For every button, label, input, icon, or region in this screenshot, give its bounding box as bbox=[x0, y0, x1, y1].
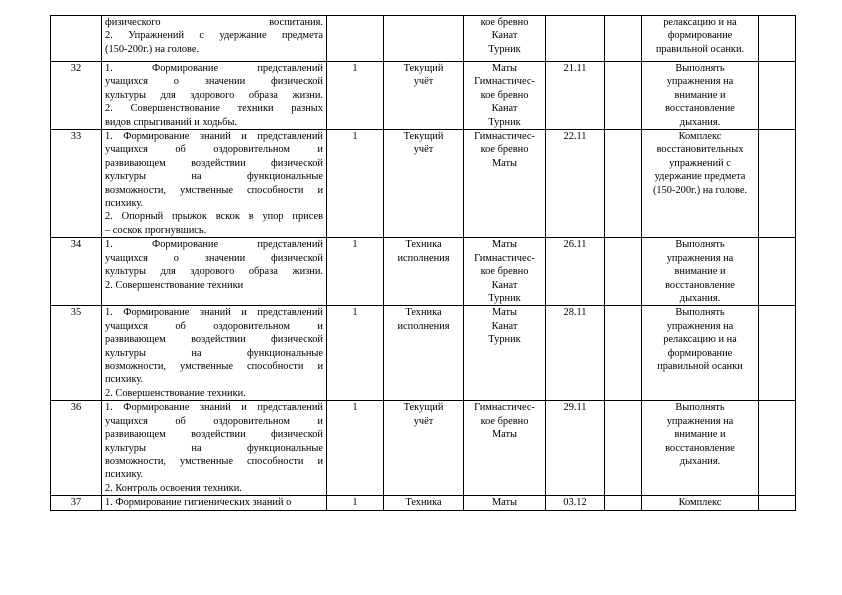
lesson-content-line: развивающем воздействии физической bbox=[105, 157, 323, 169]
equipment-cell bbox=[464, 401, 546, 496]
equipment-line: Маты bbox=[491, 239, 518, 251]
equipment-line: кое бревно bbox=[480, 17, 529, 28]
homework-cell bbox=[642, 496, 759, 510]
lesson-number-cell: 36 bbox=[51, 401, 102, 496]
lesson-row bbox=[51, 306, 796, 401]
homework-line: Выполнять bbox=[675, 402, 725, 414]
homework-line: внимание и bbox=[674, 89, 726, 101]
control-type-cell bbox=[384, 238, 464, 306]
lesson-content-cell bbox=[102, 16, 327, 62]
lesson-plan-table bbox=[50, 15, 796, 511]
planned-date-cell: 29.11 bbox=[546, 401, 605, 496]
equipment-line: Маты bbox=[491, 157, 518, 169]
lesson-content-line: физического воспитания. bbox=[105, 17, 323, 28]
homework-line: упражнений с bbox=[669, 157, 731, 169]
homework-line: правильной осанки. bbox=[655, 43, 745, 55]
lesson-row bbox=[51, 238, 796, 306]
control-type-cell bbox=[384, 62, 464, 130]
hours-cell: 1 bbox=[327, 238, 384, 306]
homework-line: (150-200г.) на голове. bbox=[652, 184, 748, 196]
homework-line: дыхания. bbox=[679, 292, 721, 304]
lesson-plan-page bbox=[50, 15, 795, 511]
equipment-line: Турник bbox=[488, 116, 521, 128]
equipment-line: Гимнастичес- bbox=[474, 402, 535, 414]
control-type-cell bbox=[384, 130, 464, 238]
homework-line: восстановление bbox=[665, 103, 735, 115]
lesson-content-line: 2. Совершенствование техники. bbox=[105, 387, 246, 399]
equipment-line: Гимнастичес- bbox=[474, 76, 535, 88]
lesson-content-line: 1. Формирование представлений bbox=[105, 239, 323, 251]
equipment-cell bbox=[464, 238, 546, 306]
lesson-content-line: развивающем воздействии физической bbox=[105, 334, 323, 346]
lesson-content-line: 1. Формирование знаний и представлений bbox=[105, 307, 323, 319]
planned-date-cell: 21.11 bbox=[546, 62, 605, 130]
note-cell bbox=[759, 306, 796, 401]
lesson-content-cell bbox=[102, 401, 327, 496]
lesson-content-line: культуры для здорового образа жизни. bbox=[105, 89, 323, 101]
homework-line: восстановление bbox=[665, 279, 735, 291]
homework-line: внимание и bbox=[674, 266, 726, 278]
planned-date-cell: 22.11 bbox=[546, 130, 605, 238]
equipment-line: Маты bbox=[491, 429, 518, 441]
actual-date-cell bbox=[605, 401, 642, 496]
equipment-line: Турник bbox=[488, 43, 521, 55]
lesson-content-line: видов спрыгиваний и ходьбы. bbox=[105, 116, 238, 128]
homework-line: упражнения на bbox=[666, 320, 734, 332]
homework-line: восстановление bbox=[665, 442, 735, 454]
control-type-line: учёт bbox=[413, 76, 434, 88]
lesson-number-cell: 32 bbox=[51, 62, 102, 130]
lesson-number-cell: 34 bbox=[51, 238, 102, 306]
actual-date-cell bbox=[605, 238, 642, 306]
lesson-content-line: 2. Упражнений с удержание предмета bbox=[105, 30, 323, 42]
note-cell bbox=[759, 238, 796, 306]
equipment-line: Маты bbox=[491, 497, 518, 509]
equipment-line: Турник bbox=[488, 334, 521, 346]
note-cell bbox=[759, 62, 796, 130]
equipment-cell bbox=[464, 306, 546, 401]
note-cell bbox=[759, 496, 796, 510]
planned-date-cell: 03.12 bbox=[546, 496, 605, 510]
control-type-line: Техника bbox=[405, 497, 442, 509]
homework-line: восстановительных bbox=[656, 144, 744, 156]
homework-line: упражнения на bbox=[666, 76, 734, 88]
hours-cell: 1 bbox=[327, 496, 384, 510]
lesson-content-cell bbox=[102, 130, 327, 238]
note-cell bbox=[759, 130, 796, 238]
actual-date-cell bbox=[605, 130, 642, 238]
lesson-content-line: 1. Формирование знаний и представлений bbox=[105, 402, 323, 414]
lesson-plan-body bbox=[51, 16, 796, 511]
lesson-content-line: 1. Формирование представлений bbox=[105, 63, 323, 74]
control-type-line: исполнения bbox=[397, 320, 450, 332]
equipment-line: кое бревно bbox=[480, 415, 529, 427]
equipment-cell bbox=[464, 62, 546, 130]
homework-line: упражнения на bbox=[666, 252, 734, 264]
lesson-content-line: культуры на функциональные bbox=[105, 171, 323, 183]
control-type-cell bbox=[384, 16, 464, 62]
homework-line: внимание и bbox=[674, 429, 726, 441]
lesson-content-cell bbox=[102, 62, 327, 130]
homework-line: Комплекс bbox=[678, 131, 722, 143]
lesson-content-line: возможности, умственные способности и bbox=[105, 360, 323, 372]
lesson-content-line: культуры для здорового образа жизни. bbox=[105, 266, 323, 278]
lesson-content-line: культуры на функциональные bbox=[105, 347, 323, 359]
note-cell bbox=[759, 401, 796, 496]
equipment-line: Гимнастичес- bbox=[474, 131, 535, 143]
lesson-content-line: – соскок прогнувшись. bbox=[105, 224, 207, 236]
equipment-line: Гимнастичес- bbox=[474, 252, 535, 264]
lesson-number-cell: 37 bbox=[51, 496, 102, 510]
actual-date-cell bbox=[605, 496, 642, 510]
hours-cell bbox=[327, 16, 384, 62]
homework-line: Выполнять bbox=[675, 307, 725, 319]
lesson-content-cell bbox=[102, 496, 327, 510]
lesson-content-line: психику. bbox=[105, 374, 144, 386]
lesson-content-line: 2. Совершенствование техники bbox=[105, 279, 244, 291]
homework-line: Выполнять bbox=[675, 239, 725, 251]
equipment-line: Канат bbox=[491, 103, 518, 115]
planned-date-cell bbox=[546, 16, 605, 62]
control-type-line: Техника bbox=[405, 239, 442, 251]
lesson-content-line: учащихся об оздоровительном и bbox=[105, 144, 323, 156]
lesson-content-line: психику. bbox=[105, 198, 144, 210]
control-type-line: учёт bbox=[413, 144, 434, 156]
control-type-line: исполнения bbox=[397, 252, 450, 264]
lesson-number-cell: 35 bbox=[51, 306, 102, 401]
lesson-content-line: 2. Совершенствование техники разных bbox=[105, 103, 323, 115]
equipment-line: Канат bbox=[491, 320, 518, 332]
homework-cell bbox=[642, 238, 759, 306]
equipment-line: Канат bbox=[491, 30, 518, 42]
equipment-line: Маты bbox=[491, 63, 518, 74]
homework-line: Выполнять bbox=[675, 63, 725, 74]
control-type-cell bbox=[384, 306, 464, 401]
lesson-row bbox=[51, 401, 796, 496]
control-type-cell bbox=[384, 496, 464, 510]
equipment-line: кое бревно bbox=[480, 266, 529, 278]
actual-date-cell bbox=[605, 306, 642, 401]
hours-cell: 1 bbox=[327, 130, 384, 238]
lesson-content-line: учащихся о значении физической bbox=[105, 76, 323, 88]
lesson-row bbox=[51, 496, 796, 510]
control-type-line: Техника bbox=[405, 307, 442, 319]
hours-cell: 1 bbox=[327, 306, 384, 401]
equipment-cell bbox=[464, 130, 546, 238]
homework-line: Комплекс bbox=[678, 497, 722, 509]
lesson-number-cell bbox=[51, 16, 102, 62]
planned-date-cell: 28.11 bbox=[546, 306, 605, 401]
lesson-content-line: 2. Контроль освоения техники. bbox=[105, 482, 242, 494]
planned-date-cell: 26.11 bbox=[546, 238, 605, 306]
lesson-content-line: развивающем воздействии физической bbox=[105, 429, 323, 441]
homework-cell bbox=[642, 130, 759, 238]
homework-cell bbox=[642, 16, 759, 62]
homework-line: формирование bbox=[667, 30, 733, 42]
homework-cell bbox=[642, 401, 759, 496]
equipment-line: Канат bbox=[491, 279, 518, 291]
homework-line: релаксацию и на bbox=[663, 17, 737, 28]
control-type-line: учёт bbox=[413, 415, 434, 427]
lesson-row bbox=[51, 16, 796, 62]
lesson-content-line: 2. Опорный прыжок вскок в упор присев bbox=[105, 211, 323, 223]
lesson-content-line: возможности, умственные способности и bbox=[105, 184, 323, 196]
lesson-content-line: культуры на функциональные bbox=[105, 442, 323, 454]
control-type-line: Текущий bbox=[403, 131, 444, 143]
lesson-number-cell: 33 bbox=[51, 130, 102, 238]
lesson-row bbox=[51, 130, 796, 238]
equipment-line: кое бревно bbox=[480, 144, 529, 156]
homework-line: правильной осанки bbox=[657, 360, 743, 372]
lesson-content-line: 1. Формирование знаний и представлений bbox=[105, 131, 323, 143]
note-cell bbox=[759, 16, 796, 62]
lesson-content-line: психику. bbox=[105, 469, 144, 481]
homework-line: дыхания. bbox=[679, 455, 721, 467]
control-type-cell bbox=[384, 401, 464, 496]
control-type-line: Текущий bbox=[403, 402, 444, 414]
homework-cell bbox=[642, 306, 759, 401]
equipment-cell bbox=[464, 496, 546, 510]
lesson-content-line: учащихся о значении физической bbox=[105, 252, 323, 264]
lesson-content-line: 1. Формирование гигиенических знаний о bbox=[105, 497, 292, 509]
lesson-content-line: (150-200г.) на голове. bbox=[105, 43, 200, 55]
lesson-row bbox=[51, 62, 796, 130]
homework-line: удержание предмета bbox=[654, 171, 746, 183]
lesson-content-line: учащихся об оздоровительном и bbox=[105, 415, 323, 427]
homework-cell bbox=[642, 62, 759, 130]
equipment-line: Маты bbox=[491, 307, 518, 319]
actual-date-cell bbox=[605, 62, 642, 130]
actual-date-cell bbox=[605, 16, 642, 62]
homework-line: релаксацию и на bbox=[663, 334, 737, 346]
hours-cell: 1 bbox=[327, 62, 384, 130]
control-type-line: Текущий bbox=[403, 63, 444, 74]
lesson-content-line: учащихся об оздоровительном и bbox=[105, 320, 323, 332]
equipment-cell bbox=[464, 16, 546, 62]
homework-line: формирование bbox=[667, 347, 733, 359]
homework-line: дыхания. bbox=[679, 116, 721, 128]
equipment-line: Турник bbox=[488, 292, 521, 304]
equipment-line: кое бревно bbox=[480, 89, 529, 101]
lesson-content-cell bbox=[102, 238, 327, 306]
lesson-content-line: возможности, умственные способности и bbox=[105, 455, 323, 467]
hours-cell: 1 bbox=[327, 401, 384, 496]
homework-line: упражнения на bbox=[666, 415, 734, 427]
lesson-content-cell bbox=[102, 306, 327, 401]
